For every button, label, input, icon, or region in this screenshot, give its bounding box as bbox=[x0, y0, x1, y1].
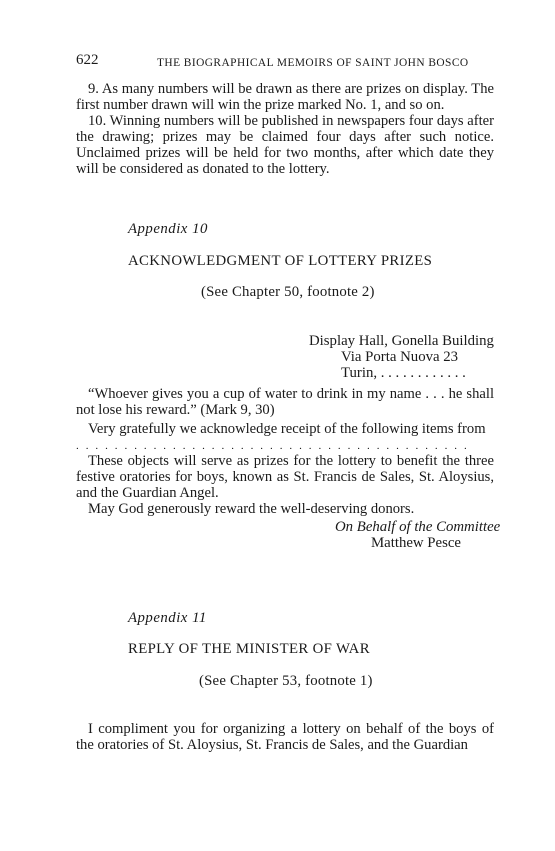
objects-paragraph: These objects will serve as prizes for the lottery to benefit the three festive oratories for boys, known as St. Francis de Sales, St. Aloysius, and the Guardian Angel. bbox=[76, 453, 494, 501]
appendix-10-reference: (See Chapter 50, footnote 2) bbox=[201, 284, 375, 300]
address-line-3: Turin, . . . . . . . . . . . . bbox=[341, 365, 466, 381]
appendix-10-title: ACKNOWLEDGMENT OF LOTTERY PRIZES bbox=[128, 253, 433, 269]
rule-9-paragraph: 9. As many numbers will be drawn as there are prizes on display. The first number drawn will win the prize marked No. 1, and so on. bbox=[76, 81, 494, 113]
signature-name: Matthew Pesce bbox=[371, 535, 461, 551]
minister-reply-paragraph: I compliment you for organizing a lottery on behalf of the boys of the oratories of St. Aloysius, St. Francis de Sales, and the Guardian bbox=[76, 721, 494, 753]
signature-committee: On Behalf of the Committee bbox=[335, 519, 501, 535]
address-line-2: Via Porta Nuova 23 bbox=[341, 349, 459, 365]
acknowledgment-line: Very gratefully we acknowledge receipt of the following items from bbox=[88, 421, 486, 437]
blank-fill-dots: . . . . . . . . . . . . . . . . . . . . . . . . . . . . . . . . . . . . . . . . . bbox=[76, 440, 469, 452]
running-title: THE BIOGRAPHICAL MEMOIRS OF SAINT JOHN BOSCO bbox=[157, 57, 469, 69]
page-number: 622 bbox=[76, 52, 99, 68]
scripture-quote: “Whoever gives you a cup of water to drink in my name . . . he shall not lose his reward.” (Mark 9, 30) bbox=[76, 386, 494, 418]
appendix-10-label: Appendix 10 bbox=[128, 221, 208, 237]
blessing-line: May God generously reward the well-deserving donors. bbox=[88, 501, 415, 517]
address-line-1: Display Hall, Gonella Building bbox=[309, 333, 494, 349]
rule-10-paragraph: 10. Winning numbers will be published in newspapers four days after the drawing; prizes may be claimed four days after such notice. Unclaimed prizes will be held for two months, after which date they will be considered as donated to the lottery. bbox=[76, 113, 494, 177]
appendix-11-label: Appendix 11 bbox=[128, 610, 207, 626]
appendix-11-title: REPLY OF THE MINISTER OF WAR bbox=[128, 641, 370, 657]
appendix-11-reference: (See Chapter 53, footnote 1) bbox=[199, 673, 373, 689]
